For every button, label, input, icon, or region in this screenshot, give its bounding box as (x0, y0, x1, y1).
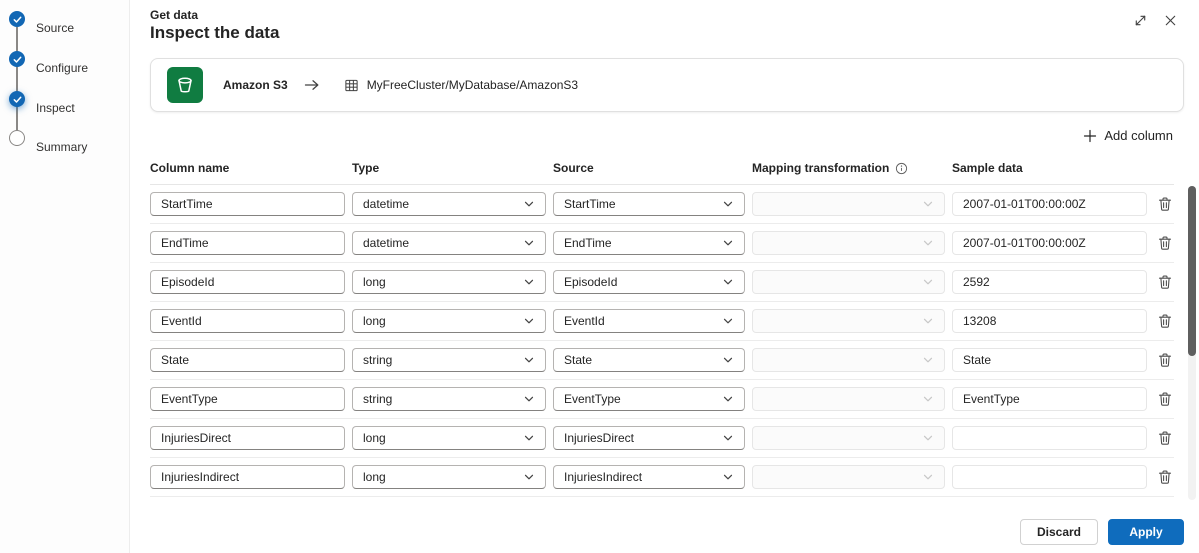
trash-icon (1157, 469, 1173, 485)
trash-icon (1157, 352, 1173, 368)
delete-row-button[interactable] (1154, 388, 1176, 410)
expand-icon[interactable] (1132, 12, 1148, 28)
column-name-input[interactable]: EventType (150, 387, 345, 411)
table-scrollbar-thumb[interactable] (1188, 186, 1196, 356)
mapping-transformation-dropdown (752, 309, 945, 333)
table-row (150, 224, 1174, 263)
delete-row-button[interactable] (1154, 427, 1176, 449)
source-dropdown[interactable] (553, 426, 745, 450)
destination-path: MyFreeCluster/MyDatabase/AmazonS3 (366, 78, 579, 92)
column-name-input[interactable]: InjuriesIndirect (150, 465, 345, 489)
chevron-down-icon (523, 315, 535, 327)
column-name-input[interactable]: EpisodeId (150, 270, 345, 294)
stepper-sidebar (0, 0, 130, 553)
source-dropdown[interactable] (553, 465, 745, 489)
chevron-down-icon (523, 237, 535, 249)
chevron-down-icon (922, 393, 934, 405)
header-mapping-transformation (752, 161, 945, 175)
table-row (150, 263, 1174, 302)
type-value: datetime (363, 197, 410, 211)
type-value: long (363, 431, 386, 445)
sample-data-field: 2007-01-01T00:00:00Z (952, 192, 1147, 216)
source-dropdown[interactable] (553, 192, 745, 216)
table-row (150, 458, 1174, 497)
source-dropdown[interactable] (553, 387, 745, 411)
trash-icon (1157, 313, 1173, 329)
type-dropdown[interactable] (352, 387, 546, 411)
chevron-down-icon (922, 237, 934, 249)
header-source: Source (553, 161, 594, 175)
type-dropdown[interactable] (352, 192, 546, 216)
table-row (150, 380, 1174, 419)
chevron-down-icon (523, 354, 535, 366)
delete-row-button[interactable] (1154, 271, 1176, 293)
row-actions (1154, 232, 1176, 254)
add-column-label: Add column (1104, 128, 1173, 143)
chevron-down-icon (722, 276, 734, 288)
column-name-input[interactable]: EndTime (150, 231, 345, 255)
delete-row-button[interactable] (1154, 466, 1176, 488)
column-name-input[interactable]: State (150, 348, 345, 372)
step-complete-icon (9, 51, 25, 67)
table-row (150, 419, 1174, 458)
table-grid-icon (344, 78, 359, 93)
source-dropdown[interactable] (553, 231, 745, 255)
source-name: Amazon S3 (223, 78, 288, 92)
add-column-button[interactable] (1083, 128, 1173, 143)
main-panel (130, 0, 1199, 553)
dialog-footer (1020, 519, 1184, 545)
step-label: Configure (36, 61, 89, 75)
plus-icon (1083, 129, 1097, 143)
columns-table (150, 156, 1174, 497)
type-value: datetime (363, 236, 410, 250)
source-value: State (564, 353, 593, 367)
mapping-transformation-dropdown (752, 348, 945, 372)
chevron-down-icon (722, 237, 734, 249)
type-dropdown[interactable] (352, 270, 546, 294)
source-value: EndTime (564, 236, 612, 250)
source-value: EventType (564, 392, 621, 406)
delete-row-button[interactable] (1154, 310, 1176, 332)
type-value: string (363, 392, 393, 406)
row-actions (1154, 271, 1176, 293)
table-rows (150, 185, 1174, 497)
trash-icon (1157, 274, 1173, 290)
step-label: Inspect (36, 101, 75, 115)
chevron-down-icon (523, 393, 535, 405)
column-name-input[interactable]: EventId (150, 309, 345, 333)
chevron-down-icon (523, 198, 535, 210)
sample-data-field: 2007-01-01T00:00:00Z (952, 231, 1147, 255)
chevron-down-icon (922, 276, 934, 288)
header-actions (1154, 161, 1174, 175)
apply-button[interactable]: Apply (1108, 519, 1184, 545)
trash-icon (1157, 196, 1173, 212)
source-dropdown[interactable] (553, 348, 745, 372)
discard-button[interactable]: Discard (1020, 519, 1098, 545)
step-label: Source (36, 21, 75, 35)
chevron-down-icon (722, 471, 734, 483)
source-value: InjuriesIndirect (564, 470, 643, 484)
type-value: long (363, 275, 386, 289)
page-title: Inspect the data (150, 23, 280, 42)
row-actions (1154, 193, 1176, 215)
table-scrollbar-track[interactable] (1188, 186, 1196, 500)
trash-icon (1157, 391, 1173, 407)
step-upcoming-icon (9, 130, 25, 146)
chevron-down-icon (922, 432, 934, 444)
type-dropdown[interactable] (352, 465, 546, 489)
type-dropdown[interactable] (352, 231, 546, 255)
mapping-transformation-dropdown (752, 192, 945, 216)
chevron-down-icon (922, 315, 934, 327)
type-dropdown[interactable] (352, 309, 546, 333)
chevron-down-icon (722, 354, 734, 366)
mapping-transformation-dropdown (752, 231, 945, 255)
dialog-eyebrow: Get data (150, 8, 199, 22)
source-dropdown[interactable] (553, 270, 745, 294)
column-name-input[interactable]: InjuriesDirect (150, 426, 345, 450)
step-label: Summary (36, 140, 88, 154)
type-value: long (363, 314, 386, 328)
close-icon[interactable] (1162, 12, 1178, 28)
trash-icon (1157, 430, 1173, 446)
source-destination-card (150, 58, 1184, 112)
row-actions (1154, 349, 1176, 371)
arrow-right-icon (304, 78, 320, 92)
delete-row-button[interactable] (1154, 193, 1176, 215)
type-dropdown[interactable] (352, 426, 546, 450)
source-value: EventId (564, 314, 605, 328)
column-name-input[interactable]: StartTime (150, 192, 345, 216)
header-sample-data: Sample data (952, 161, 1023, 175)
type-value: string (363, 353, 393, 367)
row-actions (1154, 466, 1176, 488)
sample-data-field (952, 465, 1147, 489)
source-value: StartTime (564, 197, 616, 211)
row-actions (1154, 427, 1176, 449)
mapping-transformation-dropdown (752, 387, 945, 411)
delete-row-button[interactable] (1154, 232, 1176, 254)
table-header-row (150, 156, 1174, 185)
chevron-down-icon (722, 432, 734, 444)
chevron-down-icon (523, 276, 535, 288)
sample-data-field (952, 426, 1147, 450)
chevron-down-icon (922, 471, 934, 483)
chevron-down-icon (722, 393, 734, 405)
chevron-down-icon (922, 198, 934, 210)
sample-data-field: EventType (952, 387, 1147, 411)
row-actions (1154, 388, 1176, 410)
delete-row-button[interactable] (1154, 349, 1176, 371)
chevron-down-icon (722, 315, 734, 327)
header-mapping-label: Mapping transformation (752, 161, 890, 175)
sample-data-field: 2592 (952, 270, 1147, 294)
chevron-down-icon (523, 432, 535, 444)
sample-data-field: 13208 (952, 309, 1147, 333)
mapping-transformation-dropdown (752, 426, 945, 450)
header-type: Type (352, 161, 380, 175)
table-row (150, 185, 1174, 224)
source-dropdown[interactable] (553, 309, 745, 333)
stepper-connector-line (16, 27, 18, 146)
table-row (150, 341, 1174, 380)
chevron-down-icon (722, 198, 734, 210)
s3-bucket-icon (167, 67, 203, 103)
sample-data-field: State (952, 348, 1147, 372)
type-value: long (363, 470, 386, 484)
step-complete-icon (9, 11, 25, 27)
chevron-down-icon (523, 471, 535, 483)
mapping-transformation-dropdown (752, 465, 945, 489)
header-column-name: Column name (150, 161, 230, 175)
source-value: InjuriesDirect (564, 431, 635, 445)
row-actions (1154, 310, 1176, 332)
mapping-transformation-dropdown (752, 270, 945, 294)
table-row (150, 302, 1174, 341)
chevron-down-icon (922, 354, 934, 366)
source-value: EpisodeId (564, 275, 618, 289)
type-dropdown[interactable] (352, 348, 546, 372)
info-icon[interactable] (895, 162, 908, 175)
window-controls (1132, 12, 1178, 28)
step-current-icon (9, 91, 25, 107)
trash-icon (1157, 235, 1173, 251)
